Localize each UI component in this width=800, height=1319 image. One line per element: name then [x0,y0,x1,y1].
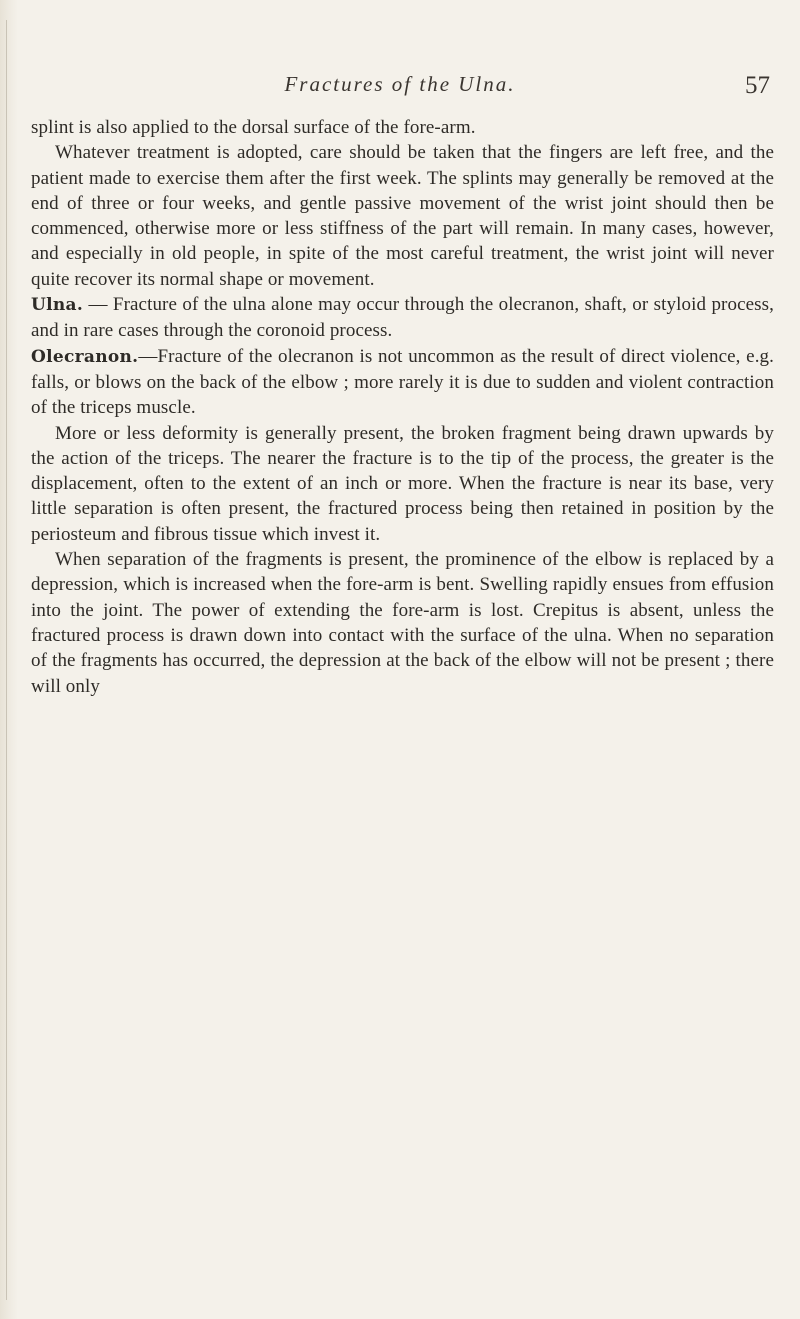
paragraph-separation [31,547,774,699]
paragraph-text: splint is also applied to the dorsal surface of the fore-arm. [31,117,476,138]
page-gutter [0,0,18,1319]
paragraph-olecranon [31,344,774,421]
section-heading-olecranon: Olecranon. [31,346,139,367]
paragraph-text: —Fracture of the olecranon is not uncommon as the result of direct violence, e.g. falls, or blows on the back of the elbow ; more rarely it is due to sudden and violent contraction of the triceps muscle. [31,345,774,419]
page-header [0,72,800,106]
paragraph-continuation [31,115,774,140]
paragraph-ulna [31,292,774,344]
paragraph-text: More or less deformity is generally present, the broken fragment being drawn upwards by the action of the triceps. The nearer the fracture is to the tip of the process, the greater is the displacement, often to the extent of an inch or more. When the fracture is near its base, very little separation is often present, the fractured process being then retained in position by the periosteum and fibrous tissue which invest it. [31,422,774,545]
paragraph-text: Whatever treatment is adopted, care should be taken that the fingers are left free, and the patient made to exercise them after the first week. The splints may generally be removed at the end of three or four weeks, and gentle passive movement of the wrist joint should then be commenced, otherwise more or less stiffness of the part will remain. In many cases, however, and especially in old people, in spite of the most careful treatment, the wrist joint will never quite recover its normal shape or movement. [31,142,774,290]
paragraph-text: When separation of the fragments is present, the prominence of the elbow is replaced by a depression, which is increased when the fore-arm is bent. Swelling rapidly ensues from effusion into the joint. The power of extending the fore-arm is lost. Crepitus is absent, unless the fractured process is drawn down into contact with the surface of the ulna. When no separation of the fragments has occurred, the depression at the back of the elbow will not be present ; there will only [31,549,774,697]
running-head: Fractures of the Ulna. [284,72,516,96]
paragraph-text: — Fracture of the ulna alone may occur through the olecranon, shaft, or styloid process, and in rare cases through the coronoid process. [31,294,774,342]
binding-line [6,20,7,1300]
page-number: 57 [745,72,770,99]
paragraph-treatment [31,140,774,292]
page-body [31,115,774,699]
paragraph-deformity [31,421,774,547]
section-heading-ulna: Ulna. [31,295,84,316]
